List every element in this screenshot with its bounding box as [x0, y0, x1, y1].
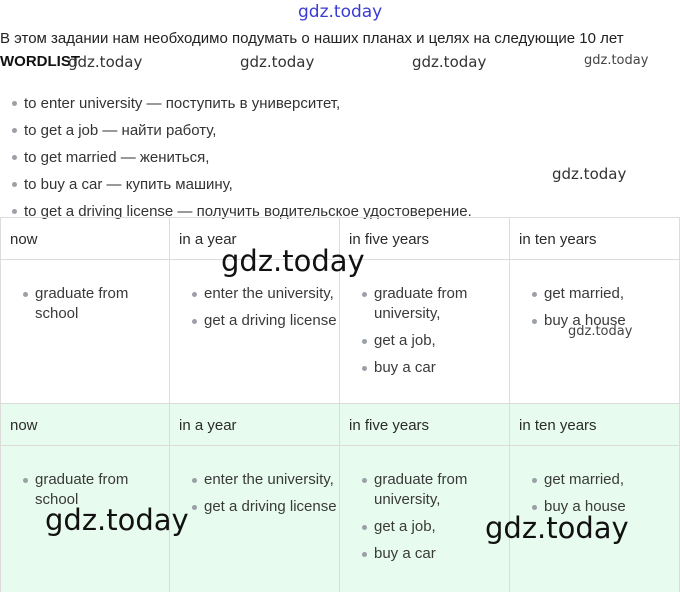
watermark: gdz.today [221, 244, 365, 278]
bullet-icon [12, 101, 17, 106]
table-cell [0, 260, 170, 405]
list-item: to get married — жениться, [12, 144, 472, 171]
watermark: gdz.today [568, 324, 633, 339]
wordlist-label: WORDLIST [0, 53, 80, 70]
list-item: graduate from university, [362, 470, 509, 510]
watermark: gdz.today [298, 2, 383, 22]
bullet-icon [12, 209, 17, 214]
list-item: buy a car [362, 544, 509, 564]
list-item: get a driving license [192, 497, 339, 517]
plans-table-highlighted [0, 403, 680, 592]
bullet-icon [12, 182, 17, 187]
list-item: to enter university — поступить в университет, [12, 90, 472, 117]
list-item: to get a job — найти работу, [12, 117, 472, 144]
bullet-icon [192, 478, 197, 483]
bullet-icon [192, 292, 197, 297]
table-cell [170, 260, 340, 405]
watermark: gdz.today [584, 53, 649, 68]
watermark: gdz.today [412, 53, 487, 71]
header-cell: in ten years [510, 218, 680, 259]
watermark: gdz.today [485, 511, 629, 545]
watermark: gdz.today [240, 53, 315, 71]
bullet-icon [362, 478, 367, 483]
bullet-icon [532, 319, 537, 324]
intro-text: В этом задании нам необходимо подумать о наших планах и целях на следующие 10 лет [0, 30, 624, 47]
list-item: buy a house [532, 497, 679, 517]
bullet-icon [362, 366, 367, 371]
table-header-row [0, 404, 680, 446]
list-item: to get a driving license — получить водительское удостоверение. [12, 198, 472, 225]
bullet-icon [532, 505, 537, 510]
list-item: get a driving license [192, 311, 339, 331]
bullet-icon [362, 552, 367, 557]
list-item: buy a car [362, 358, 509, 378]
table-cell [340, 260, 510, 405]
bullet-icon [532, 292, 537, 297]
list-item: enter the university, [192, 284, 339, 304]
bullet-icon [192, 319, 197, 324]
bullet-icon [192, 505, 197, 510]
watermark: gdz.today [68, 53, 143, 71]
list-item: graduate from school [23, 470, 169, 510]
bullet-icon [532, 478, 537, 483]
bullet-icon [362, 525, 367, 530]
list-item: get a job, [362, 517, 509, 537]
wordlist [12, 90, 472, 225]
table-cell [170, 446, 340, 592]
header-cell: now [0, 218, 170, 259]
watermark: gdz.today [552, 165, 627, 183]
list-item: to buy a car — купить машину, [12, 171, 472, 198]
list-item: get a job, [362, 331, 509, 351]
list-item: get married, [532, 470, 679, 490]
bullet-icon [23, 292, 28, 297]
watermark: gdz.today [45, 503, 189, 537]
header-cell: in a year [170, 404, 340, 445]
bullet-icon [362, 339, 367, 344]
list-item: get married, [532, 284, 679, 304]
header-cell: in ten years [510, 404, 680, 445]
list-item: enter the university, [192, 470, 339, 490]
bullet-icon [12, 128, 17, 133]
bullet-icon [12, 155, 17, 160]
list-item: graduate from school [23, 284, 169, 324]
list-item: buy a house [532, 311, 679, 331]
header-cell: in five years [340, 404, 510, 445]
bullet-icon [362, 292, 367, 297]
list-item: graduate from university, [362, 284, 509, 324]
bullet-icon [23, 478, 28, 483]
header-cell: in five years [340, 218, 510, 259]
header-cell: now [0, 404, 170, 445]
header-cell: in a year [170, 218, 340, 259]
